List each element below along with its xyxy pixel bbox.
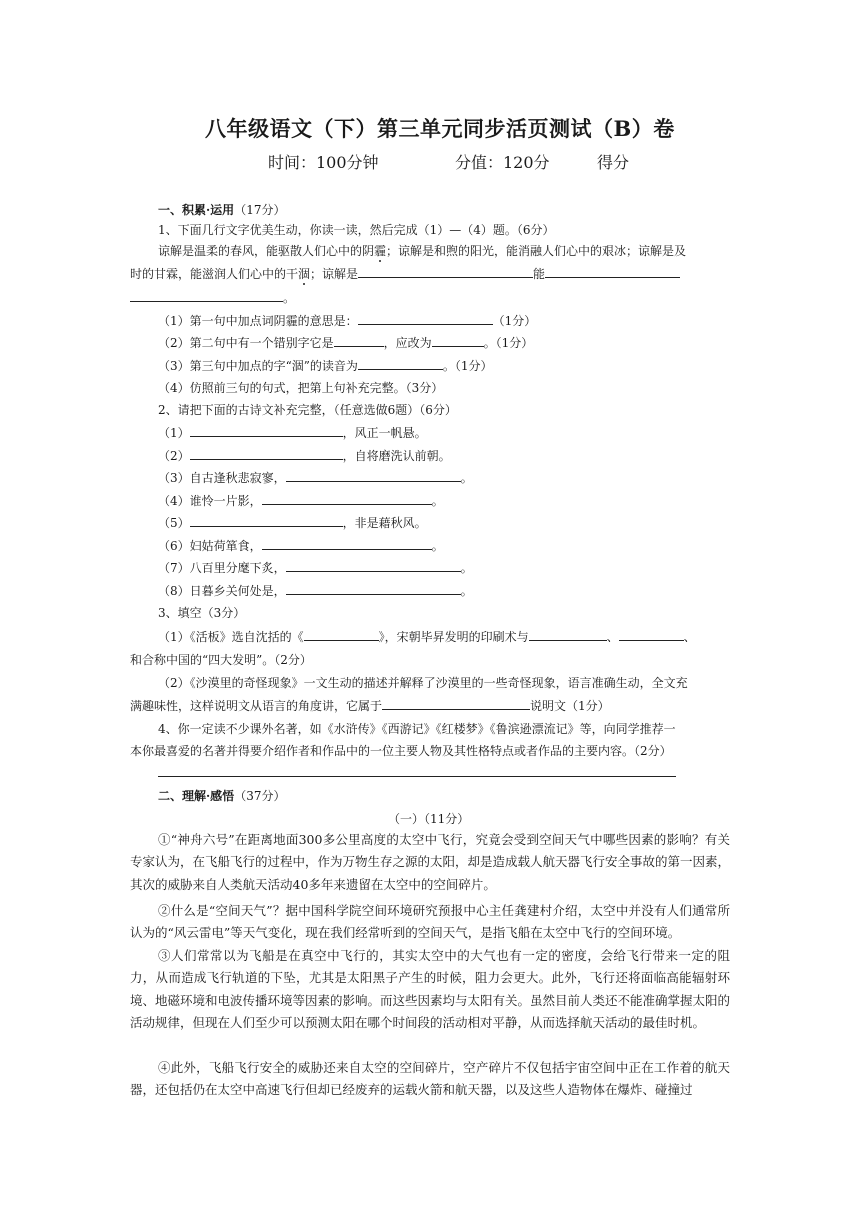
dotted-char: 霾: [374, 244, 387, 258]
answer-blank[interactable]: [358, 355, 443, 370]
answer-blank[interactable]: [334, 332, 384, 347]
answer-blank[interactable]: [262, 535, 432, 550]
poem-line: （4）谁怜一片影， 。: [158, 490, 444, 512]
fill-line: 和合称中国的“四大发明”。（2分）: [130, 653, 312, 667]
poem-line: （8）日暮乡关何处是， 。: [158, 580, 473, 602]
answer-blank[interactable]: [262, 490, 432, 505]
question-stem: 4、你一定读不少课外名著，如《水浒传》《西游记》《红楼梦》《鲁滨逊漂流记》等，向同学推荐一: [158, 722, 676, 736]
answer-blank[interactable]: [190, 512, 343, 527]
reading-paragraph: ④此外，飞船飞行安全的威胁还来自太空的空间碎片，空产碎片不仅包括宇宙空间中正在工作着的航天器，还包括仍在太空中高速飞行但却已经废弃的运载火箭和航天器，以及这些人造物体在爆炸、碰撞过: [130, 1060, 730, 1098]
reading-paragraph: ②什么是“空间天气”？据中国科学院空间环境研究预报中心主任龚建村介绍，太空中并没有人们通常所认为的“风云雷电”等天气变化，现在我们经常听到的空间天气，是指飞船在太空中飞行的空间环境。: [130, 903, 730, 941]
sub-question: （2）第二句中有一个错别字它是 ，应改为 。（1分）: [158, 332, 533, 354]
section-title: 一、积累·运用: [158, 203, 235, 217]
passage-line: 。: [130, 287, 295, 309]
answer-blank[interactable]: [190, 445, 343, 460]
poem-line: （7）八百里分麾下炙， 。: [158, 557, 473, 579]
answer-blank[interactable]: [382, 695, 530, 710]
part-heading: （一）（11分）: [388, 812, 470, 826]
section-heading: [158, 201, 285, 218]
poem-line: （1） ，风正一帆悬。: [158, 422, 427, 444]
question-stem: 2、请把下面的古诗文补充完整，（任意选做6题）（6分）: [158, 403, 457, 417]
reading-paragraph: ③人们常常以为飞船是在真空中飞行的，其实太空中的大气也有一定的密度，会给飞行带来一定的阻力，从而造成飞行轨道的下坠，尤其是太阳黑子产生的时候，阻力会更大。此外，飞行还将面临高能辐射环境、地磁环境和电波传播环境等因素的影响。而这些因素均与太阳有关。虽然目前人类还不能准确掌握太阳的活动规律，但现在人们至少可以预测太阳在哪个时间段的活动相对平静，从而选择航天活动的最佳时机。: [130, 948, 731, 1031]
answer-blank[interactable]: [286, 467, 461, 482]
answer-blank[interactable]: [358, 310, 493, 325]
answer-blank[interactable]: [286, 580, 461, 595]
answer-blank[interactable]: [190, 422, 343, 437]
time-limit: 时间：100分钟: [268, 153, 379, 172]
section-points: （37分）: [234, 789, 286, 803]
sub-question: （3）第三句中加点的字“涸”的读音为 。（1分）: [158, 355, 493, 377]
sub-question: （4）仿照前三句的句式，把第上句补充完整。（3分）: [158, 381, 444, 395]
question-stem: 本你最喜爱的名著并得要介绍作者和作品中的一位主要人物及其性格特点或者作品的主要内容。（2分）: [130, 744, 672, 758]
poem-line: （2） ，自将磨洗认前朝。: [158, 445, 451, 467]
answer-blank[interactable]: [619, 626, 684, 641]
section-heading: [158, 787, 285, 804]
question-stem: 1、下面几行文字优美生动，你读一读，然后完成（1）—（4）题。（6分）: [158, 223, 555, 237]
answer-blank[interactable]: [432, 332, 484, 347]
fill-line: （1）《活板》选自沈括的《 》，宋朝毕昇发明的印刷术与 、 、: [158, 626, 696, 648]
answer-blank[interactable]: [304, 626, 379, 641]
score-obtained-label: 得分: [597, 153, 630, 172]
answer-blank[interactable]: [130, 287, 283, 302]
section-points: （17分）: [234, 203, 286, 217]
poem-line: （5） ，非是藉秋风。: [158, 512, 427, 534]
question-stem: 3、填空（3分）: [158, 606, 246, 620]
passage-line: 时的甘霖，能滋润人们心中的干涸；谅解是 能: [130, 263, 680, 285]
sub-question: （1）第一句中加点词阴霾的意思是： （1分）: [158, 310, 536, 332]
reading-paragraph: ①“神舟六号”在距离地面300多公里高度的太空中飞行，究竟会受到空间天气中哪些因素的影响？有关专家认为，在飞船飞行的过程中，作为万物生存之源的太阳，却是造成载人航天器飞行安全事故的第一因素，其次的威胁来自人类航天活动40多年来遗留在太空中的空间碎片。: [130, 832, 731, 892]
fill-line: （2）《沙漠里的奇怪现象》一文生动的描述并解释了沙漠里的一些奇怪现象，语言准确生动，全文充: [158, 676, 688, 690]
total-score: 分值：120分: [455, 153, 550, 172]
fill-line: 满趣味性，这样说明文从语言的角度讲，它属于 说明文（1分）: [130, 695, 610, 717]
page-title: 八年级语文（下）第三单元同步活页测试（B）卷: [205, 116, 675, 141]
answer-blank[interactable]: [529, 626, 607, 641]
dotted-char: 涸: [298, 267, 311, 281]
poem-line: （6）妇姑荷箪食， 。: [158, 535, 444, 557]
passage-line: 谅解是温柔的春风，能驱散人们心中的阴霾；谅解是和煦的阳光，能消融人们心中的艰冰；谅解是及: [158, 244, 687, 258]
section-title: 二、理解·感悟: [158, 789, 235, 803]
poem-line: （3）自古逢秋悲寂寥， 。: [158, 467, 473, 489]
answer-blank[interactable]: [358, 263, 533, 278]
answer-blank[interactable]: [286, 557, 461, 572]
answer-blank[interactable]: [545, 263, 680, 278]
answer-line[interactable]: [158, 776, 676, 777]
